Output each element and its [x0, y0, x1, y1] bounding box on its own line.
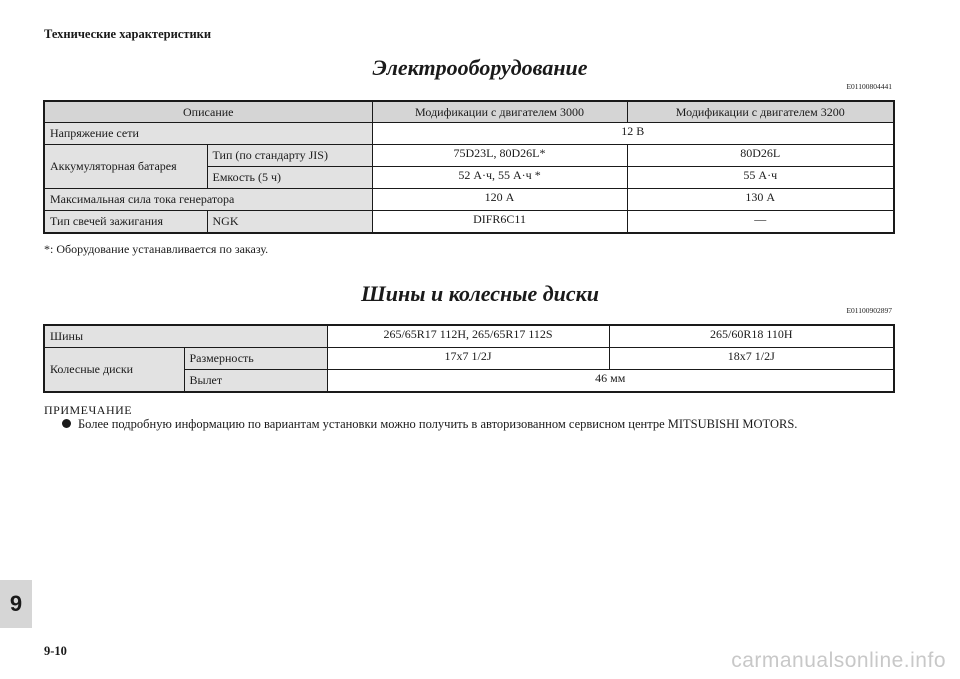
row-sublabel: Вылет	[184, 370, 327, 393]
table-row	[44, 348, 894, 370]
cell-value: 18x7 1/2J	[609, 348, 894, 370]
running-header: Технические характеристики	[44, 27, 212, 41]
cell-value: 55 А·ч	[627, 167, 894, 189]
cell-value: 17x7 1/2J	[327, 348, 609, 370]
table-row	[44, 189, 894, 211]
cell-value: 12 В	[372, 123, 894, 145]
bullet-icon	[62, 419, 71, 428]
row-sublabel: Емкость (5 ч)	[207, 167, 372, 189]
row-sublabel: NGK	[207, 211, 372, 234]
column-header: Описание	[44, 101, 372, 123]
tires-spec-table	[43, 324, 895, 393]
note-text: Более подробную информацию по вариантам установки можно получить в авторизованном сервисном центре MITSUBISHI MOTORS.	[78, 417, 798, 431]
table-row	[44, 211, 894, 234]
cell-value: 120 А	[372, 189, 627, 211]
cell-value: 130 А	[627, 189, 894, 211]
row-label: Колесные диски	[44, 348, 184, 393]
tires-section-title: Шины и колесные диски	[360, 281, 600, 306]
electrical-section-title: Электрооборудование	[372, 55, 588, 80]
table-header-row	[44, 101, 894, 123]
row-label: Напряжение сети	[44, 123, 372, 145]
electrical-section-code: E01100804441	[846, 82, 892, 91]
column-header: Модификации с двигателем 3000	[372, 101, 627, 123]
electrical-footnote: *: Оборудование устанавливается по заказу.	[44, 242, 269, 256]
table-row	[44, 145, 894, 167]
table-row	[44, 123, 894, 145]
electrical-spec-table	[43, 100, 895, 234]
row-sublabel: Тип (по стандарту JIS)	[207, 145, 372, 167]
cell-value: DIFR6C11	[372, 211, 627, 234]
row-label: Шины	[44, 325, 327, 348]
note-title: ПРИМЕЧАНИЕ	[44, 403, 133, 417]
column-header: Модификации с двигателем 3200	[627, 101, 894, 123]
cell-value: 80D26L	[627, 145, 894, 167]
cell-value: 265/60R18 110H	[609, 325, 894, 348]
tires-section-code: E01100902897	[846, 306, 892, 315]
cell-value: —	[627, 211, 894, 234]
row-label: Аккумуляторная батарея	[44, 145, 207, 189]
page-number: 9-10	[44, 644, 67, 658]
row-label: Максимальная сила тока генератора	[44, 189, 372, 211]
row-sublabel: Размерность	[184, 348, 327, 370]
note-item	[62, 417, 797, 432]
chapter-tab: 9	[0, 580, 32, 628]
cell-value: 52 А·ч, 55 А·ч *	[372, 167, 627, 189]
watermark: carmanualsonline.info	[731, 649, 946, 672]
cell-value: 46 мм	[327, 370, 894, 393]
table-row	[44, 325, 894, 348]
row-label: Тип свечей зажигания	[44, 211, 207, 234]
cell-value: 265/65R17 112H, 265/65R17 112S	[327, 325, 609, 348]
cell-value: 75D23L, 80D26L*	[372, 145, 627, 167]
